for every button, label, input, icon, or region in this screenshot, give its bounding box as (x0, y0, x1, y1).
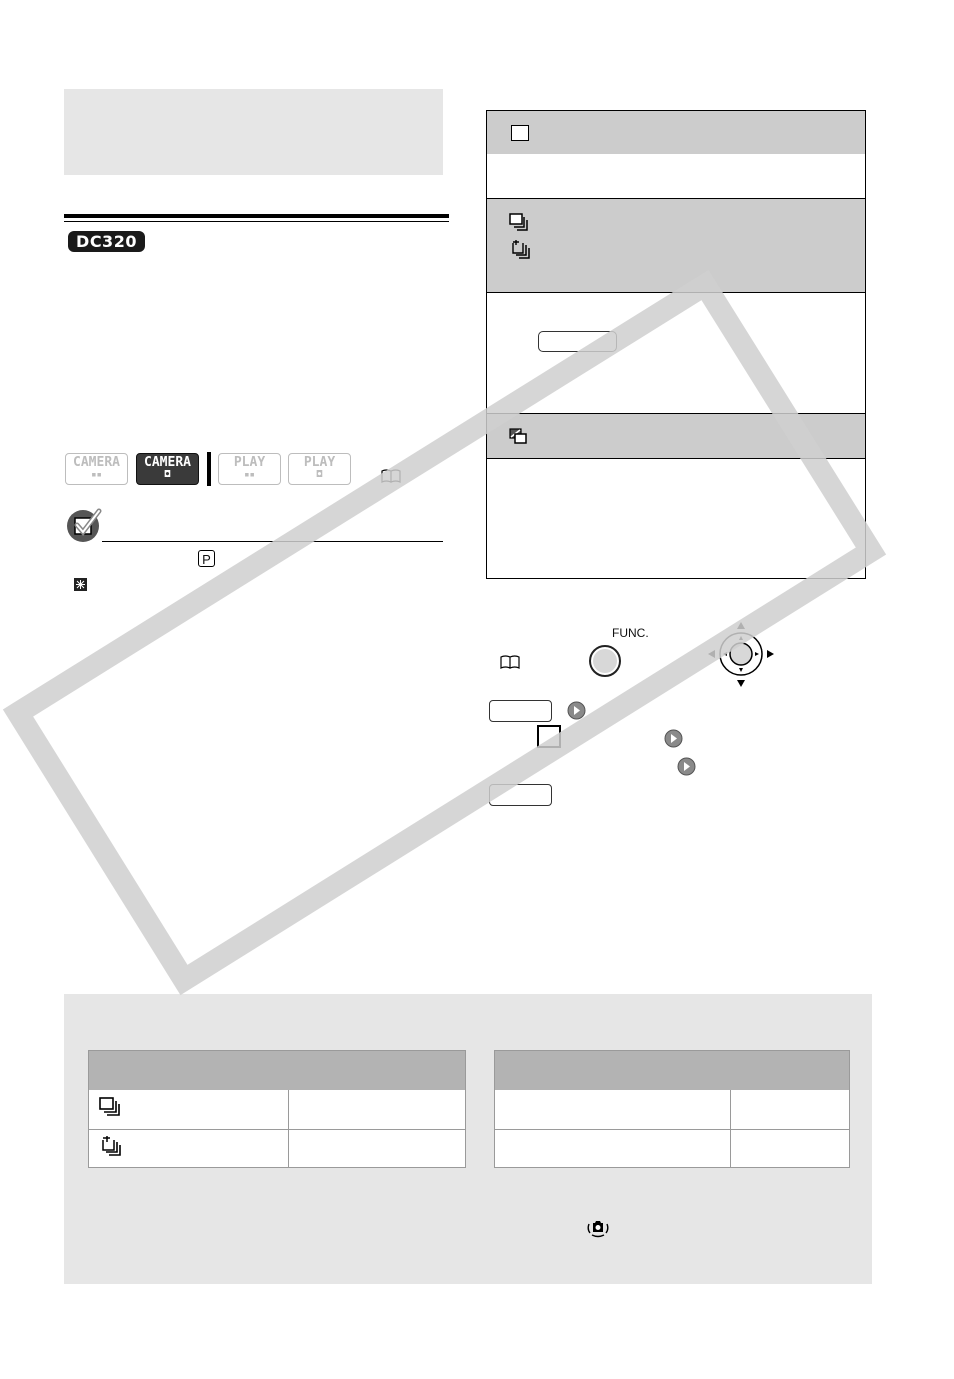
mode-label: CAMERA (144, 455, 191, 470)
continuous-shooting-icon (509, 213, 529, 231)
arrow-right-icon (677, 757, 696, 776)
high-speed-continuous-icon (511, 239, 531, 259)
option-single-body (487, 154, 865, 198)
option-aeb-body (487, 459, 865, 578)
checkmark-icon (66, 507, 102, 543)
book-icon (381, 469, 401, 483)
row-divider (495, 1129, 849, 1130)
photo-icon: ◘ (164, 470, 171, 480)
shots-table-right (494, 1050, 850, 1168)
heading-rule-thin (64, 221, 449, 222)
shots-table-left (88, 1050, 466, 1168)
joystick-icon (706, 620, 776, 690)
func-menu-button (489, 700, 552, 722)
option-single-header (487, 111, 865, 154)
model-badge: DC320 (68, 231, 145, 252)
mode-label: PLAY (233, 455, 266, 470)
square-icon (511, 125, 529, 141)
column-divider (730, 1090, 731, 1168)
func-label: FUNC. (612, 626, 649, 640)
mode-camera-photo (136, 453, 199, 485)
camera-shake-icon (585, 1218, 611, 1238)
heading-rule-thick (64, 214, 449, 218)
photo-icon: ◘ (316, 470, 323, 480)
option-continuous-header (487, 199, 865, 292)
mode-play-movie (218, 453, 281, 485)
program-mode-symbol: P (198, 550, 215, 567)
grid-icon (74, 578, 87, 591)
movie-icon: ▪▪ (244, 470, 255, 480)
arrow-right-icon (567, 701, 586, 720)
checklist-rule (102, 541, 443, 542)
mode-label: CAMERA (73, 455, 120, 470)
high-speed-continuous-icon (101, 1135, 123, 1157)
book-icon (500, 655, 520, 669)
continuous-shooting-icon (99, 1097, 121, 1117)
menu-reference-button (538, 331, 617, 352)
column-divider (288, 1090, 289, 1168)
func-button (589, 645, 621, 677)
table-header (89, 1051, 465, 1090)
row-divider (89, 1129, 465, 1130)
arrow-right-icon (664, 729, 683, 748)
option-continuous-body (487, 293, 865, 413)
square-icon (537, 725, 561, 748)
mode-play-photo (288, 453, 351, 485)
mode-camera-movie (65, 453, 128, 485)
movie-icon: ▪▪ (91, 470, 102, 480)
auto-exposure-bracketing-icon (509, 428, 529, 446)
mode-label: PLAY (303, 455, 336, 470)
mode-divider (207, 452, 211, 486)
func-close-button (489, 784, 552, 806)
section-title-block (64, 89, 443, 175)
table-header (495, 1051, 849, 1090)
option-aeb-header (487, 414, 865, 458)
